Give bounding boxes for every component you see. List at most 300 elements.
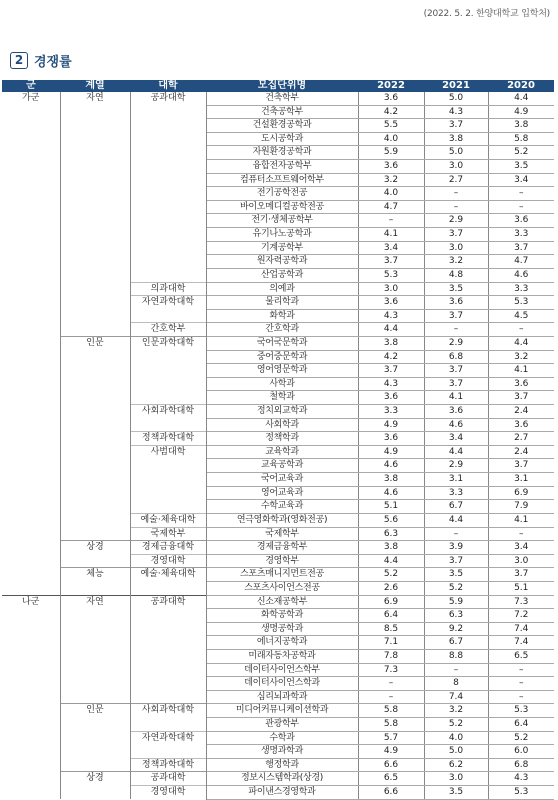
section-number: 2: [10, 52, 28, 69]
rate-2022-cell: 5.7: [358, 731, 424, 745]
rate-2022-cell: 5.9: [358, 146, 424, 160]
rate-2021-cell: 3.5: [424, 786, 488, 800]
rate-2021-cell: 5.9: [424, 595, 488, 609]
college-cell: 예술·체육대학: [130, 513, 206, 527]
unit-cell: 영어교육과: [206, 486, 358, 500]
rate-2022-cell: 4.2: [358, 350, 424, 364]
gyeyeol-cell: [60, 486, 130, 500]
rate-2021-cell: 3.2: [424, 704, 488, 718]
competition-rate-table: [2, 80, 554, 800]
table-row: [2, 364, 554, 378]
rate-2022-cell: 4.3: [358, 377, 424, 391]
rate-2021-cell: 4.1: [424, 391, 488, 405]
table-row: [2, 595, 554, 609]
rate-2021-cell: 6.8: [424, 350, 488, 364]
table-row: [2, 241, 554, 255]
college-cell: [130, 119, 206, 133]
rate-2022-cell: 5.2: [358, 568, 424, 582]
gyeyeol-cell: [60, 758, 130, 772]
rate-2020-cell: 6.5: [488, 649, 554, 663]
unit-cell: 건축학부: [206, 92, 358, 105]
gun-cell: [2, 649, 60, 663]
table-row: [2, 677, 554, 691]
unit-cell: 사학과: [206, 377, 358, 391]
gyeyeol-cell: [60, 405, 130, 419]
table-row: [2, 622, 554, 636]
unit-cell: 연극영화학과(영화전공): [206, 513, 358, 527]
gun-cell: [2, 364, 60, 378]
rate-2022-cell: 3.6: [358, 92, 424, 105]
rate-2021-cell: 3.7: [424, 119, 488, 133]
college-cell: [130, 649, 206, 663]
rate-2022-cell: 4.4: [358, 323, 424, 337]
gun-cell: [2, 663, 60, 677]
gyeyeol-cell: [60, 160, 130, 174]
gun-cell: [2, 282, 60, 296]
gyeyeol-cell: [60, 636, 130, 650]
table-row: [2, 649, 554, 663]
rate-2021-cell: 3.7: [424, 309, 488, 323]
table-row: [2, 282, 554, 296]
gun-cell: [2, 119, 60, 133]
gun-cell: [2, 690, 60, 704]
table-row: [2, 309, 554, 323]
gyeyeol-cell: [60, 500, 130, 514]
gun-cell: [2, 459, 60, 473]
unit-cell: 교육학과: [206, 445, 358, 459]
rate-2021-cell: 6.7: [424, 500, 488, 514]
unit-cell: 신소재공학부: [206, 595, 358, 609]
college-cell: 공과대학: [130, 92, 206, 105]
gun-cell: [2, 268, 60, 282]
rate-2020-cell: 3.3: [488, 228, 554, 242]
rate-2022-cell: 5.1: [358, 500, 424, 514]
unit-cell: 경영학부: [206, 554, 358, 568]
gyeyeol-cell: [60, 364, 130, 378]
unit-cell: 수학과: [206, 731, 358, 745]
rate-2020-cell: –: [488, 663, 554, 677]
unit-cell: 정치외교학과: [206, 405, 358, 419]
college-cell: [130, 228, 206, 242]
rate-2021-cell: 4.6: [424, 418, 488, 432]
gun-cell: [2, 377, 60, 391]
table-row: [2, 690, 554, 704]
gun-cell: [2, 132, 60, 146]
unit-cell: 융합전자공학부: [206, 160, 358, 174]
unit-cell: 컴퓨터소프트웨어학부: [206, 173, 358, 187]
rate-2022-cell: 3.0: [358, 282, 424, 296]
rate-2020-cell: 3.2: [488, 350, 554, 364]
gun-cell: [2, 513, 60, 527]
college-cell: [130, 350, 206, 364]
gun-cell: [2, 718, 60, 732]
rate-2022-cell: 7.8: [358, 649, 424, 663]
gun-cell: [2, 758, 60, 772]
college-cell: 인문과학대학: [130, 336, 206, 350]
rate-2022-cell: 4.1: [358, 228, 424, 242]
gyeyeol-cell: [60, 187, 130, 201]
unit-cell: 미래자동차공학과: [206, 649, 358, 663]
gun-cell: [2, 622, 60, 636]
rate-2021-cell: 2.9: [424, 336, 488, 350]
rate-2020-cell: 3.5: [488, 160, 554, 174]
rate-2022-cell: 4.3: [358, 309, 424, 323]
rate-2021-cell: 3.7: [424, 364, 488, 378]
table-row: [2, 92, 554, 105]
unit-cell: 생명과학과: [206, 745, 358, 759]
unit-cell: 행정학과: [206, 758, 358, 772]
rate-2022-cell: 3.7: [358, 364, 424, 378]
table-row: [2, 718, 554, 732]
rate-2022-cell: 5.8: [358, 704, 424, 718]
gun-cell: [2, 445, 60, 459]
table-row: [2, 119, 554, 133]
table-row: [2, 731, 554, 745]
rate-2020-cell: –: [488, 690, 554, 704]
college-cell: [130, 418, 206, 432]
college-cell: [130, 132, 206, 146]
college-cell: [130, 173, 206, 187]
unit-cell: 전기공학전공: [206, 187, 358, 201]
college-cell: [130, 581, 206, 595]
rate-2022-cell: 7.3: [358, 663, 424, 677]
gyeyeol-cell: [60, 786, 130, 800]
gyeyeol-cell: [60, 622, 130, 636]
gun-cell: [2, 500, 60, 514]
rate-2021-cell: 3.5: [424, 282, 488, 296]
college-cell: [130, 486, 206, 500]
rate-2022-cell: 4.9: [358, 418, 424, 432]
gun-cell: [2, 418, 60, 432]
table-row: [2, 146, 554, 160]
rate-2020-cell: 5.8: [488, 132, 554, 146]
gyeyeol-cell: [60, 554, 130, 568]
unit-cell: 관광학부: [206, 718, 358, 732]
unit-cell: 경제금융학부: [206, 541, 358, 555]
gun-cell: [2, 432, 60, 446]
gyeyeol-cell: [60, 445, 130, 459]
rate-2021-cell: 5.2: [424, 581, 488, 595]
rate-2020-cell: 5.3: [488, 704, 554, 718]
header-college: 대학: [130, 80, 206, 92]
rate-2021-cell: 4.4: [424, 513, 488, 527]
rate-2020-cell: 3.4: [488, 541, 554, 555]
college-cell: [130, 718, 206, 732]
rate-2021-cell: 3.4: [424, 432, 488, 446]
unit-cell: 미디어커뮤니케이션학과: [206, 704, 358, 718]
rate-2022-cell: 3.6: [358, 432, 424, 446]
rate-2022-cell: 4.2: [358, 105, 424, 119]
college-cell: [130, 636, 206, 650]
section-heading: [10, 50, 72, 70]
gyeyeol-cell: 자연: [60, 92, 130, 105]
college-cell: [130, 364, 206, 378]
rate-2020-cell: –: [488, 323, 554, 337]
gun-cell: [2, 677, 60, 691]
rate-2022-cell: –: [358, 214, 424, 228]
rate-2022-cell: 4.7: [358, 200, 424, 214]
rate-2022-cell: 6.9: [358, 595, 424, 609]
rate-2022-cell: –: [358, 690, 424, 704]
table-row: [2, 391, 554, 405]
gyeyeol-cell: [60, 241, 130, 255]
rate-2020-cell: 4.3: [488, 772, 554, 786]
rate-2022-cell: 6.5: [358, 772, 424, 786]
table-header-row: [2, 80, 554, 92]
gun-cell: [2, 391, 60, 405]
rate-2020-cell: 5.1: [488, 581, 554, 595]
unit-cell: 화학과: [206, 309, 358, 323]
college-cell: 공과대학: [130, 595, 206, 609]
rate-2021-cell: 5.0: [424, 745, 488, 759]
gun-cell: [2, 486, 60, 500]
table-row: [2, 459, 554, 473]
rate-2022-cell: 4.6: [358, 459, 424, 473]
rate-2022-cell: 4.0: [358, 187, 424, 201]
gyeyeol-cell: [60, 391, 130, 405]
college-cell: [130, 241, 206, 255]
college-cell: 자연과학대학: [130, 731, 206, 745]
rate-2020-cell: –: [488, 677, 554, 691]
gun-cell: [2, 636, 60, 650]
unit-cell: 전기·생체공학부: [206, 214, 358, 228]
rate-2020-cell: 5.3: [488, 786, 554, 800]
table-row: [2, 609, 554, 623]
table-row: [2, 445, 554, 459]
table-row: [2, 160, 554, 174]
rate-2020-cell: 7.3: [488, 595, 554, 609]
gun-cell: [2, 296, 60, 310]
table-row: [2, 500, 554, 514]
college-cell: [130, 187, 206, 201]
rate-2020-cell: 6.8: [488, 758, 554, 772]
college-cell: [130, 677, 206, 691]
gyeyeol-cell: [60, 255, 130, 269]
gun-cell: [2, 255, 60, 269]
rate-2020-cell: 5.3: [488, 296, 554, 310]
rate-2020-cell: 3.7: [488, 459, 554, 473]
rate-2020-cell: 4.4: [488, 92, 554, 105]
unit-cell: 생명공학과: [206, 622, 358, 636]
unit-cell: 자원환경공학과: [206, 146, 358, 160]
unit-cell: 화학공학과: [206, 609, 358, 623]
college-cell: [130, 200, 206, 214]
gyeyeol-cell: [60, 690, 130, 704]
college-cell: 사회과학대학: [130, 405, 206, 419]
rate-2021-cell: 3.8: [424, 132, 488, 146]
college-cell: 사회과학대학: [130, 704, 206, 718]
gun-cell: [2, 731, 60, 745]
gyeyeol-cell: [60, 200, 130, 214]
table-row: [2, 554, 554, 568]
rate-2022-cell: 3.8: [358, 541, 424, 555]
gyeyeol-cell: [60, 323, 130, 337]
header-gyeyeol: 계열: [60, 80, 130, 92]
college-cell: 경영대학: [130, 554, 206, 568]
college-cell: 자연과학대학: [130, 296, 206, 310]
table-row: [2, 541, 554, 555]
gun-cell: [2, 228, 60, 242]
rate-2020-cell: –: [488, 527, 554, 541]
gun-cell: [2, 323, 60, 337]
gyeyeol-cell: [60, 473, 130, 487]
gun-cell: [2, 405, 60, 419]
table-row: [2, 486, 554, 500]
table-row: [2, 432, 554, 446]
table-row: [2, 663, 554, 677]
table-row: [2, 377, 554, 391]
rate-2020-cell: 2.4: [488, 445, 554, 459]
gun-cell: 나군: [2, 595, 60, 609]
rate-2020-cell: 3.6: [488, 214, 554, 228]
gyeyeol-cell: 인문: [60, 336, 130, 350]
college-cell: [130, 690, 206, 704]
college-cell: [130, 377, 206, 391]
gun-cell: [2, 214, 60, 228]
gyeyeol-cell: [60, 418, 130, 432]
table-row: [2, 200, 554, 214]
gyeyeol-cell: [60, 527, 130, 541]
gyeyeol-cell: [60, 146, 130, 160]
unit-cell: 건축공학부: [206, 105, 358, 119]
table-body: [2, 92, 554, 799]
rate-2022-cell: 7.1: [358, 636, 424, 650]
rate-2021-cell: 5.2: [424, 718, 488, 732]
unit-cell: 영어영문학과: [206, 364, 358, 378]
table-row: [2, 581, 554, 595]
table-row: [2, 758, 554, 772]
college-cell: 정책과학대학: [130, 758, 206, 772]
table-row: [2, 772, 554, 786]
gun-cell: [2, 541, 60, 555]
unit-cell: 철학과: [206, 391, 358, 405]
college-cell: [130, 391, 206, 405]
gun-cell: [2, 568, 60, 582]
rate-2020-cell: 3.0: [488, 554, 554, 568]
unit-cell: 국어국문학과: [206, 336, 358, 350]
table-row: [2, 513, 554, 527]
college-cell: [130, 609, 206, 623]
rate-2022-cell: 3.4: [358, 241, 424, 255]
gyeyeol-cell: [60, 649, 130, 663]
rate-2021-cell: 3.9: [424, 541, 488, 555]
gyeyeol-cell: [60, 350, 130, 364]
table-row: [2, 568, 554, 582]
rate-2021-cell: 3.6: [424, 296, 488, 310]
rate-2020-cell: 2.4: [488, 405, 554, 419]
table-row: [2, 473, 554, 487]
rate-2022-cell: 4.9: [358, 445, 424, 459]
rate-2022-cell: 8.5: [358, 622, 424, 636]
table-row: [2, 268, 554, 282]
college-cell: 공과대학: [130, 772, 206, 786]
unit-cell: 산업공학과: [206, 268, 358, 282]
rate-2020-cell: 6.0: [488, 745, 554, 759]
rate-2021-cell: 5.0: [424, 146, 488, 160]
rate-2022-cell: 5.8: [358, 718, 424, 732]
rate-2020-cell: 3.3: [488, 282, 554, 296]
unit-cell: 파이낸스경영학과: [206, 786, 358, 800]
gyeyeol-cell: 자연: [60, 595, 130, 609]
gyeyeol-cell: [60, 119, 130, 133]
college-cell: [130, 663, 206, 677]
college-cell: [130, 268, 206, 282]
table-row: [2, 255, 554, 269]
header-2022: 2022: [358, 80, 424, 92]
rate-2021-cell: 3.5: [424, 568, 488, 582]
table-row: [2, 636, 554, 650]
rate-2021-cell: 3.3: [424, 486, 488, 500]
gyeyeol-cell: 상경: [60, 772, 130, 786]
unit-cell: 수학교육과: [206, 500, 358, 514]
rate-2022-cell: 3.3: [358, 405, 424, 419]
rate-2020-cell: 4.5: [488, 309, 554, 323]
rate-2020-cell: 3.4: [488, 173, 554, 187]
college-cell: 사범대학: [130, 445, 206, 459]
gyeyeol-cell: [60, 609, 130, 623]
unit-cell: 국어교육과: [206, 473, 358, 487]
college-cell: 경제금융대학: [130, 541, 206, 555]
rate-2022-cell: 3.7: [358, 255, 424, 269]
college-cell: [130, 214, 206, 228]
table-row: [2, 173, 554, 187]
rate-2021-cell: 5.0: [424, 92, 488, 105]
rate-2022-cell: 5.3: [358, 268, 424, 282]
rate-2021-cell: 4.3: [424, 105, 488, 119]
rate-2020-cell: 3.1: [488, 473, 554, 487]
unit-cell: 중어중문학과: [206, 350, 358, 364]
unit-cell: 국제학부: [206, 527, 358, 541]
rate-2021-cell: –: [424, 663, 488, 677]
header-gun: 군: [2, 80, 60, 92]
gyeyeol-cell: 상경: [60, 541, 130, 555]
section-title: 경쟁률: [34, 54, 72, 70]
gun-cell: [2, 241, 60, 255]
gun-cell: [2, 160, 60, 174]
rate-2021-cell: 3.0: [424, 160, 488, 174]
unit-cell: 정책학과: [206, 432, 358, 446]
college-cell: [130, 500, 206, 514]
rate-2020-cell: 7.2: [488, 609, 554, 623]
college-cell: [130, 459, 206, 473]
table-row: [2, 745, 554, 759]
gyeyeol-cell: [60, 228, 130, 242]
unit-cell: 의예과: [206, 282, 358, 296]
gun-cell: [2, 609, 60, 623]
table-row: [2, 336, 554, 350]
gun-cell: [2, 786, 60, 800]
unit-cell: 건설환경공학과: [206, 119, 358, 133]
rate-2022-cell: 5.5: [358, 119, 424, 133]
rate-2021-cell: 6.2: [424, 758, 488, 772]
gun-cell: [2, 745, 60, 759]
gyeyeol-cell: 인문: [60, 704, 130, 718]
unit-cell: 정보시스템학과(상경): [206, 772, 358, 786]
unit-cell: 사회학과: [206, 418, 358, 432]
college-cell: 간호학부: [130, 323, 206, 337]
rate-2020-cell: 4.1: [488, 364, 554, 378]
rate-2022-cell: 5.6: [358, 513, 424, 527]
rate-2021-cell: 7.4: [424, 690, 488, 704]
unit-cell: 심리뇌과학과: [206, 690, 358, 704]
rate-2021-cell: –: [424, 200, 488, 214]
rate-2022-cell: 6.4: [358, 609, 424, 623]
unit-cell: 데이터사이언스학과: [206, 677, 358, 691]
rate-2022-cell: 4.0: [358, 132, 424, 146]
gyeyeol-cell: [60, 745, 130, 759]
rate-2020-cell: 6.4: [488, 718, 554, 732]
rate-2020-cell: 4.9: [488, 105, 554, 119]
